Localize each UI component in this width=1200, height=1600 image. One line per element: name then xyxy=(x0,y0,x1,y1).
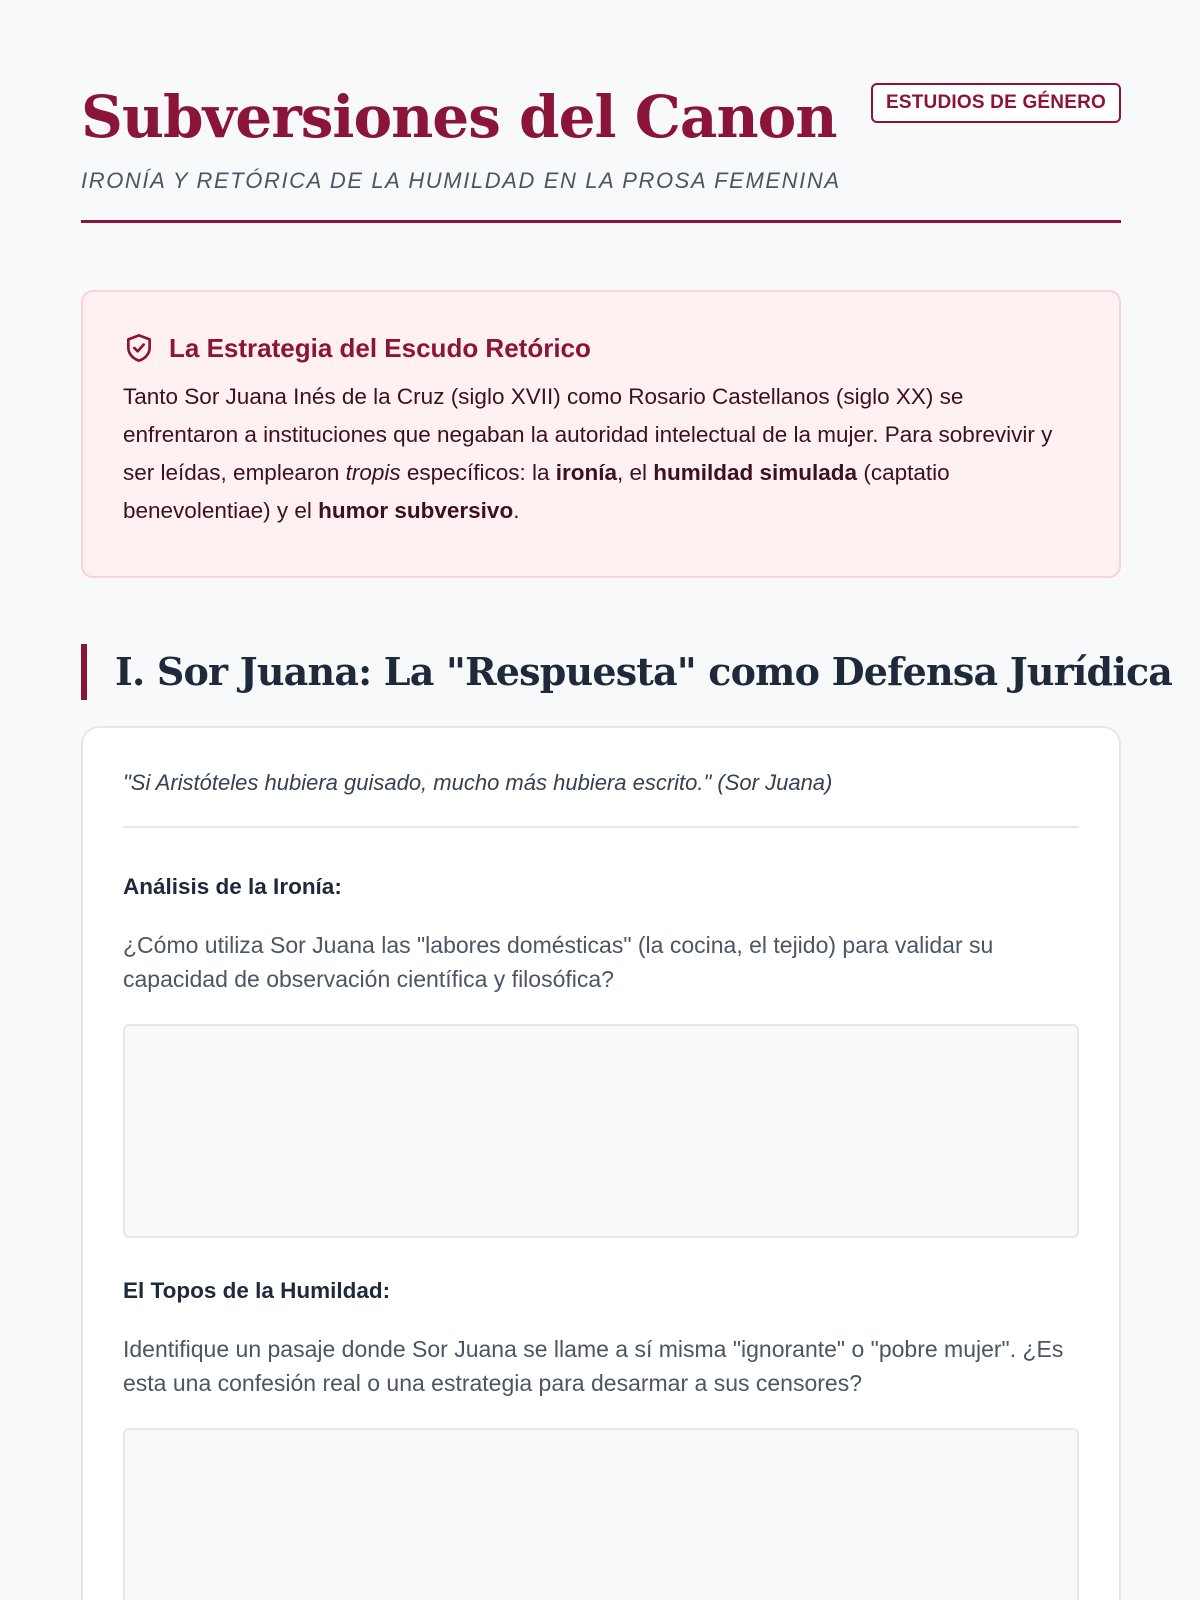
page-subtitle: IRONÍA Y RETÓRICA DE LA HUMILDAD EN LA PROSA FEMENINA xyxy=(81,168,841,193)
term-tropis: tropis xyxy=(345,460,401,485)
category-badge: ESTUDIOS DE GÉNERO xyxy=(871,83,1121,123)
question-label: Análisis de la Ironía: xyxy=(123,874,342,899)
term-ironia: ironía xyxy=(555,460,617,485)
section-title: I. Sor Juana: La "Respuesta" como Defensa Jurídica xyxy=(81,644,1172,700)
card-divider xyxy=(123,826,1079,828)
term-humor-subversivo: humor subversivo xyxy=(318,498,514,523)
header-divider xyxy=(81,220,1121,223)
page-header xyxy=(81,78,1121,194)
callout-body: Tanto Sor Juana Inés de la Cruz (siglo XVII) como Rosario Castellanos (siglo XX) se enfrentaron a instituciones que negaban la autoridad intelectual de la mujer. Para sobrevivir y ser leídas, emplearon tropis específicos: la ironía, el humildad simulada (captatio benevolentiae) y el humor subversivo. xyxy=(123,384,1053,523)
callout-title: La Estrategia del Escudo Retórico xyxy=(169,332,591,363)
answer-textarea-humildad[interactable] xyxy=(123,1428,1079,1600)
answer-textarea-ironia[interactable] xyxy=(123,1024,1079,1238)
info-callout xyxy=(81,290,1121,578)
callout-header xyxy=(123,332,1079,364)
epigraph-quote: "Si Aristóteles hubiera guisado, mucho más hubiera escrito." (Sor Juana) xyxy=(123,770,833,795)
term-humildad-simulada: humildad simulada xyxy=(653,460,858,485)
page-title: Subversiones del Canon xyxy=(81,83,837,151)
question-label: El Topos de la Humildad: xyxy=(123,1278,391,1303)
question-card xyxy=(81,726,1121,1600)
question-text: ¿Cómo utiliza Sor Juana las "labores domésticas" (la cocina, el tejido) para validar su capacidad de observación científica y filosófica? xyxy=(123,932,994,992)
shield-check-icon xyxy=(123,332,155,364)
question-text: Identifique un pasaje donde Sor Juana se llame a sí misma "ignorante" o "pobre mujer". ¿Es esta una confesión real o una estrategia para desarmar a sus censores? xyxy=(123,1336,1064,1396)
